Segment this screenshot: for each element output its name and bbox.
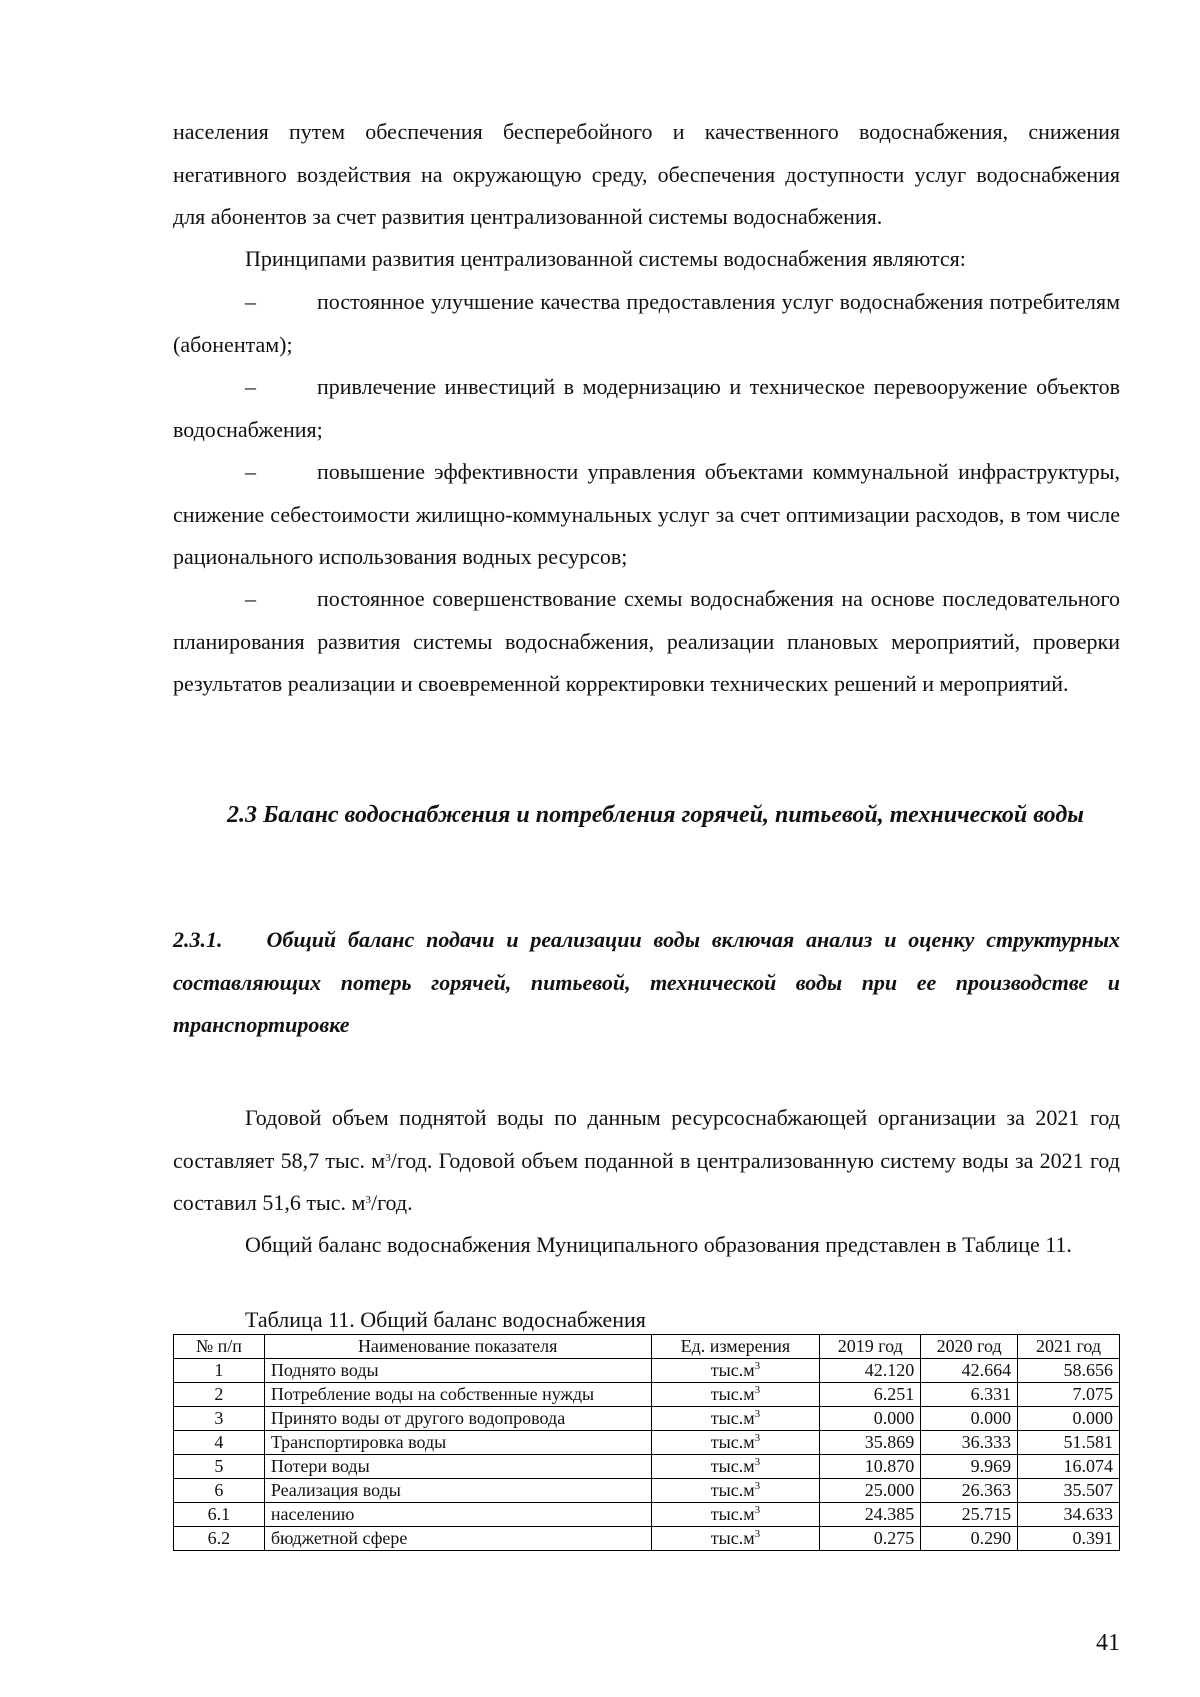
table-row — [174, 1431, 1120, 1455]
row-unit — [651, 1503, 820, 1527]
row-number: 6 — [174, 1479, 265, 1503]
value-2020: 36.333 — [921, 1431, 1018, 1455]
value-2021: 35.507 — [1018, 1479, 1120, 1503]
value-2019: 42.120 — [820, 1359, 921, 1383]
unit-sup: 3 — [754, 1432, 761, 1444]
row-indicator: Поднято воды — [264, 1359, 651, 1383]
bullet-text: привлечение инвестиций в модернизацию и техническое перевооружение объектов водоснабжения; — [173, 374, 1120, 442]
value-2020: 26.363 — [921, 1479, 1018, 1503]
subsection-title: Общий баланс подачи и реализации воды включая анализ и оценку структурных составляющих потерь горячей, питьевой, технической воды при ее производстве и транспортировке — [173, 927, 1120, 1037]
value-2021: 0.000 — [1018, 1407, 1120, 1431]
value-2020: 9.969 — [921, 1455, 1018, 1479]
row-number: 2 — [174, 1383, 265, 1407]
unit-sup: 3 — [754, 1456, 761, 1468]
header-2020: 2020 год — [921, 1335, 1018, 1359]
value-2019: 0.000 — [820, 1407, 921, 1431]
subsection-number: 2.3.1. — [173, 927, 223, 952]
row-number: 5 — [174, 1455, 265, 1479]
header-unit: Ед. измерения — [651, 1335, 820, 1359]
table-row — [174, 1527, 1120, 1551]
row-indicator: Потребление воды на собственные нужды — [264, 1383, 651, 1407]
row-number: 6.1 — [174, 1503, 265, 1527]
row-indicator: Принято воды от другого водопровода — [264, 1407, 651, 1431]
bullet-item — [173, 451, 1120, 579]
bullet-item — [173, 281, 1120, 366]
section-heading: 2.3 Баланс водоснабжения и потребления горячей, питьевой, технической воды — [227, 802, 1084, 828]
value-2020: 0.000 — [921, 1407, 1018, 1431]
row-number: 1 — [174, 1359, 265, 1383]
value-2021: 16.074 — [1018, 1455, 1120, 1479]
water-balance-table — [173, 1334, 1120, 1551]
unit-sup: 3 — [754, 1384, 761, 1396]
unit-text: тыс.м — [710, 1384, 755, 1404]
unit-text: тыс.м — [710, 1432, 755, 1452]
bullet-dash: – — [245, 374, 256, 399]
row-unit — [651, 1431, 820, 1455]
volume-text-3: /год. — [370, 1190, 413, 1215]
row-number: 3 — [174, 1407, 265, 1431]
header-num: № п/п — [174, 1335, 265, 1359]
value-2021: 0.391 — [1018, 1527, 1120, 1551]
bullet-text: повышение эффективности управления объектами коммунальной инфраструктуры, снижение себестоимости жилищно-коммунальных услуг за счет оптимизации расходов, в том числе рационального использования водных ресурсов; — [173, 459, 1120, 569]
table-row — [174, 1383, 1120, 1407]
principles-lead: Принципами развития централизованной системы водоснабжения являются: — [245, 246, 966, 271]
table-row — [174, 1455, 1120, 1479]
value-2020: 6.331 — [921, 1383, 1018, 1407]
unit-text: тыс.м — [710, 1528, 755, 1548]
bullet-dash: – — [245, 459, 256, 484]
unit-sup: 3 — [754, 1504, 761, 1516]
unit-sup: 3 — [754, 1408, 761, 1420]
balance-paragraph: Общий баланс водоснабжения Муниципального образования представлен в Таблице 11. — [245, 1232, 1072, 1257]
table-row — [174, 1503, 1120, 1527]
row-unit — [651, 1527, 820, 1551]
row-indicator: населению — [264, 1503, 651, 1527]
bullet-item — [173, 366, 1120, 451]
table-caption: Таблица 11. Общий баланс водоснабжения — [245, 1307, 646, 1332]
header-2021: 2021 год — [1018, 1335, 1120, 1359]
value-2019: 35.869 — [820, 1431, 921, 1455]
row-indicator: Потери воды — [264, 1455, 651, 1479]
row-indicator: Реализация воды — [264, 1479, 651, 1503]
table-body — [174, 1359, 1120, 1551]
unit-text: тыс.м — [710, 1360, 755, 1380]
value-2021: 51.581 — [1018, 1431, 1120, 1455]
value-2020: 0.290 — [921, 1527, 1018, 1551]
bullet-text: постоянное улучшение качества предоставления услуг водоснабжения потребителям (абонентам); — [173, 289, 1120, 357]
value-2021: 7.075 — [1018, 1383, 1120, 1407]
value-2019: 25.000 — [820, 1479, 921, 1503]
value-2019: 0.275 — [820, 1527, 921, 1551]
row-unit — [651, 1383, 820, 1407]
header-name: Наименование показателя — [264, 1335, 651, 1359]
value-2021: 58.656 — [1018, 1359, 1120, 1383]
volume-sup-1: 3 — [385, 1151, 391, 1164]
unit-sup: 3 — [754, 1480, 761, 1492]
value-2019: 10.870 — [820, 1455, 921, 1479]
value-2021: 34.633 — [1018, 1503, 1120, 1527]
value-2020: 42.664 — [921, 1359, 1018, 1383]
page-number: 41 — [1096, 1630, 1120, 1656]
table-row — [174, 1479, 1120, 1503]
table-row — [174, 1359, 1120, 1383]
row-number: 4 — [174, 1431, 265, 1455]
row-unit — [651, 1455, 820, 1479]
header-2019: 2019 год — [820, 1335, 921, 1359]
intro-paragraph: населения путем обеспечения бесперебойного и качественного водоснабжения, снижения негативного воздействия на окружающую среду, обеспечения доступности услуг водоснабжения для абонентов за счет развития централизованной системы водоснабжения. — [173, 119, 1120, 229]
bullet-dash: – — [245, 289, 256, 314]
table-row — [174, 1407, 1120, 1431]
unit-text: тыс.м — [710, 1504, 755, 1524]
volume-sup-2: 3 — [365, 1194, 371, 1206]
volume-text-1: Годовой объем поднятой воды по данным ресурсоснабжающей организации за 2021 год составляет 58,7 тыс. м — [173, 1105, 1120, 1173]
bullet-item — [173, 578, 1120, 706]
value-2019: 6.251 — [820, 1383, 921, 1407]
row-unit — [651, 1479, 820, 1503]
bullet-text: постоянное совершенствование схемы водоснабжения на основе последовательного планирования развития системы водоснабжения, реализации плановых мероприятий, проверки результатов реализации и своевременной корректировки технических решений и мероприятий. — [173, 586, 1120, 696]
unit-sup: 3 — [754, 1528, 761, 1540]
value-2020: 25.715 — [921, 1503, 1018, 1527]
unit-text: тыс.м — [710, 1456, 755, 1476]
row-number: 6.2 — [174, 1527, 265, 1551]
subsection-heading — [173, 919, 1120, 1047]
unit-text: тыс.м — [710, 1408, 755, 1428]
row-unit — [651, 1359, 820, 1383]
volume-paragraph — [173, 1097, 1120, 1225]
unit-text: тыс.м — [710, 1480, 755, 1500]
bullet-dash: – — [245, 586, 256, 611]
value-2019: 24.385 — [820, 1503, 921, 1527]
row-unit — [651, 1407, 820, 1431]
volume-text-2: /год. Годовой объем поданной в централизованную систему воды за 2021 год составил 51,6 тыс. м — [173, 1147, 1120, 1215]
unit-sup: 3 — [754, 1360, 761, 1372]
table-header-row — [174, 1335, 1120, 1359]
row-indicator: бюджетной сфере — [264, 1527, 651, 1551]
row-indicator: Транспортировка воды — [264, 1431, 651, 1455]
